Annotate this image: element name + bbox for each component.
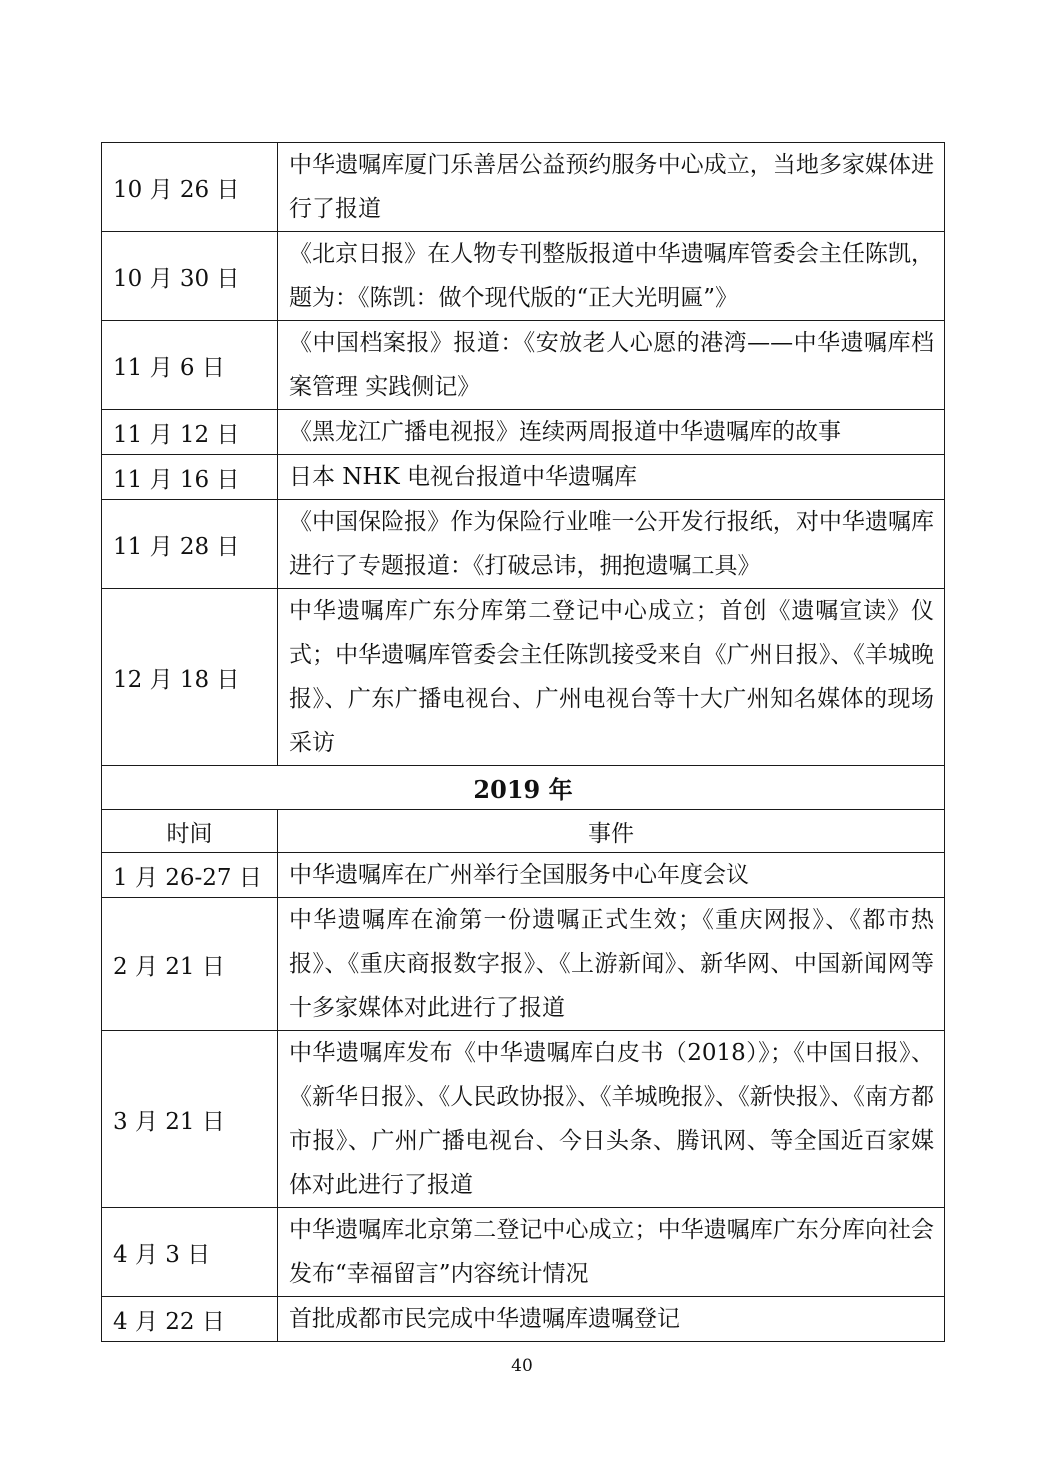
row-date: 11 月 6 日	[102, 321, 278, 410]
row-event: 《黑龙江广播电视报》连续两周报道中华遗嘱库的故事	[278, 410, 945, 455]
table-row	[102, 410, 945, 455]
row-event: 《中国档案报》报道：《安放老人心愿的港湾——中华遗嘱库档案管理 实践侧记》	[278, 321, 945, 410]
row-date: 2 月 21 日	[102, 898, 278, 1031]
row-event: 中华遗嘱库发布《中华遗嘱库白皮书（2018）》；《中国日报》、《新华日报》、《人民政协报》、《羊城晚报》、《新快报》、《南方都市报》、广州广播电视台、今日头条、腾讯网、等全国近百家媒体对此进行了报道	[278, 1031, 945, 1208]
header-event: 事件	[278, 810, 945, 853]
year-heading: 2019 年	[102, 766, 945, 810]
table-row	[102, 1031, 945, 1208]
row-event: 中华遗嘱库在渝第一份遗嘱正式生效；《重庆网报》、《都市热报》、《重庆商报数字报》、《上游新闻》、新华网、中国新闻网等十多家媒体对此进行了报道	[278, 898, 945, 1031]
row-event: 日本 NHK 电视台报道中华遗嘱库	[278, 455, 945, 500]
row-event: 中华遗嘱库在广州举行全国服务中心年度会议	[278, 853, 945, 898]
table-row	[102, 898, 945, 1031]
row-date: 11 月 16 日	[102, 455, 278, 500]
table-row	[102, 321, 945, 410]
header-time: 时间	[102, 810, 278, 853]
page-number: 40	[511, 1356, 533, 1376]
row-date: 1 月 26-27 日	[102, 853, 278, 898]
row-date: 10 月 26 日	[102, 143, 278, 232]
row-event: 《中国保险报》作为保险行业唯一公开发行报纸，对中华遗嘱库进行了专题报道：《打破忌讳，拥抱遗嘱工具》	[278, 500, 945, 589]
table-header-row	[102, 810, 945, 853]
row-date: 4 月 3 日	[102, 1208, 278, 1297]
row-date: 12 月 18 日	[102, 589, 278, 766]
row-date: 10 月 30 日	[102, 232, 278, 321]
row-event: 《北京日报》在人物专刊整版报道中华遗嘱库管委会主任陈凯，题为：《陈凯：做个现代版的“正大光明匾”》	[278, 232, 945, 321]
row-event: 中华遗嘱库厦门乐善居公益预约服务中心成立，当地多家媒体进行了报道	[278, 143, 945, 232]
table-row	[102, 455, 945, 500]
table-row	[102, 1208, 945, 1297]
table-row	[102, 143, 945, 232]
row-event: 中华遗嘱库广东分库第二登记中心成立；首创《遗嘱宣读》仪式；中华遗嘱库管委会主任陈凯接受来自《广州日报》、《羊城晚报》、广东广播电视台、广州电视台等十大广州知名媒体的现场采访	[278, 589, 945, 766]
table-row	[102, 1297, 945, 1342]
year-heading-row	[102, 766, 945, 810]
row-event: 首批成都市民完成中华遗嘱库遗嘱登记	[278, 1297, 945, 1342]
table-row	[102, 589, 945, 766]
table-row	[102, 232, 945, 321]
table-row	[102, 853, 945, 898]
row-event: 中华遗嘱库北京第二登记中心成立；中华遗嘱库广东分库向社会发布“幸福留言”内容统计情况	[278, 1208, 945, 1297]
table-row	[102, 500, 945, 589]
row-date: 3 月 21 日	[102, 1031, 278, 1208]
events-table	[101, 142, 945, 1342]
row-date: 4 月 22 日	[102, 1297, 278, 1342]
row-date: 11 月 28 日	[102, 500, 278, 589]
row-date: 11 月 12 日	[102, 410, 278, 455]
